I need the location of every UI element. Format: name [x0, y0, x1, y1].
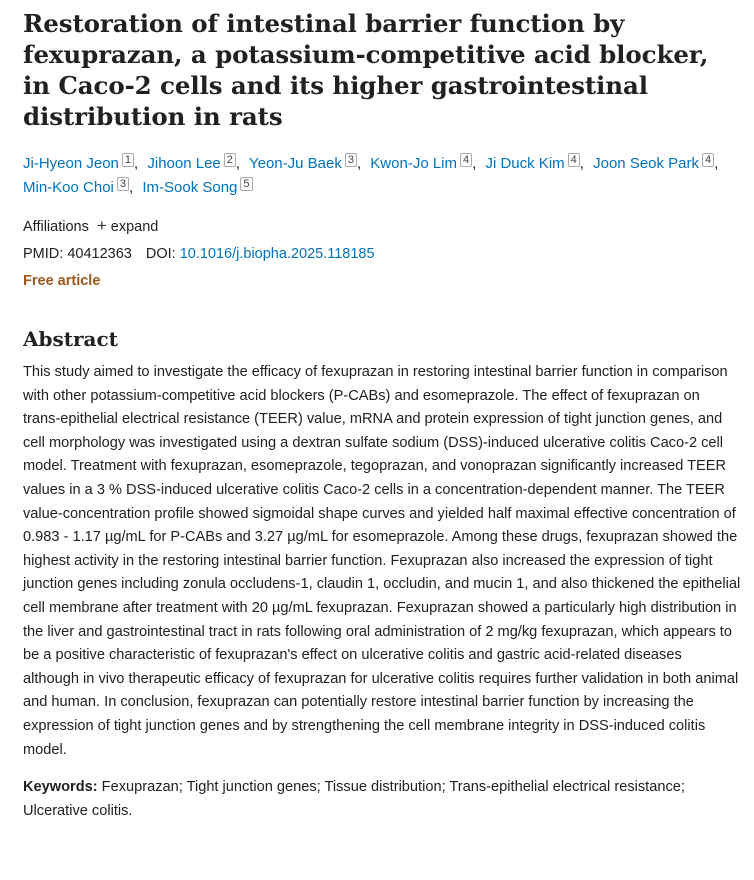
author-item	[593, 155, 714, 172]
author-link[interactable]: Im-Sook Song	[142, 179, 238, 196]
pmid-value: 40412363	[67, 246, 132, 262]
author-list: Ji-Hyeon Jeon $^1$ , Jihoon Lee $^2$ , Yeon-Ju Baek $^3$ , Kwon-Jo Lim $^4$ , Ji Duck Kim $^4$ , Joon Seok Park $^4$ , Min-Koo Choi $^3$ , Im-Sook Song $^5$	[23, 154, 719, 196]
pmid-label: PMID:	[23, 246, 64, 262]
author-item	[485, 155, 579, 172]
affiliation-number[interactable]: 4	[568, 153, 580, 167]
affiliations-label: Affiliations	[23, 219, 89, 235]
author-item	[142, 179, 252, 196]
author-link[interactable]: Ji-Hyeon Jeon	[23, 155, 119, 172]
affiliation-number[interactable]: 3	[117, 177, 129, 191]
affiliation-number[interactable]: 4	[460, 153, 472, 167]
author-link[interactable]: Jihoon Lee	[147, 155, 221, 172]
author-link[interactable]: Ji Duck Kim	[485, 155, 565, 172]
expand-button[interactable]: expand	[110, 219, 159, 235]
plus-icon[interactable]: +	[96, 216, 107, 235]
abstract-heading: Abstract	[23, 327, 118, 351]
affiliations-row	[23, 212, 740, 241]
author-item	[23, 155, 134, 172]
affiliation-number[interactable]: 1	[122, 153, 134, 167]
affiliation-number[interactable]: 4	[702, 153, 714, 167]
keywords-label: Keywords:	[23, 779, 98, 796]
keywords	[23, 776, 741, 823]
identifiers-row	[23, 241, 740, 268]
affiliation-number[interactable]: 2	[224, 153, 236, 167]
keywords-list: Fexuprazan; Tight junction genes; Tissue distribution; Trans-epithelial electrical resistance; Ulcerative colitis.	[23, 779, 685, 819]
author-link[interactable]: Min-Koo Choi	[23, 179, 114, 196]
author-link[interactable]: Yeon-Ju Baek	[248, 155, 342, 172]
author-item	[249, 155, 357, 172]
author-item	[370, 155, 472, 172]
author-link[interactable]: Kwon-Jo Lim	[370, 155, 457, 172]
article-title: Restoration of intestinal barrier function by fexuprazan, a potassium-competitive acid blocker, in Caco-2 cells and its higher gastrointestinal distribution in rats	[23, 9, 709, 131]
doi-label: DOI:	[145, 246, 176, 262]
author-item	[23, 179, 129, 196]
doi-link[interactable]: 10.1016/j.biopha.2025.118185	[179, 246, 375, 262]
affiliation-number[interactable]: 3	[345, 153, 357, 167]
free-article-badge: Free article	[23, 273, 101, 289]
affiliation-number[interactable]: 5	[240, 177, 252, 191]
author-item	[147, 155, 236, 172]
author-link[interactable]: Joon Seok Park	[593, 155, 700, 172]
abstract-text: This study aimed to investigate the efficacy of fexuprazan in restoring intestinal barrier function in comparison with other potassium-competitive acid blockers (P-CABs) and esomeprazole. The effect of fexuprazan on trans-epithelial electrical resistance (TEER) value, mRNA and protein expression of tight junction genes, and cell morphology was investigated using a dextran sulfate sodium (DSS)-induced ulcerative colitis Caco-2 cell model. Treatment with fexuprazan, esomeprazole, tegoprazan, and vonoprazan significantly increased TEER values in a 3 % DSS-induced ulcerative colitis Caco-2 cells in a concentration-dependent manner. The TEER value-concentration profile showed sigmoidal shape curves and yielded half maximal effective concentration of 0.983 - 1.17 µg/mL for P-CABs and 3.27 µg/mL for esomeprazole. Among these drugs, fexuprazan showed the highest activity in the restoring intestinal barrier function. Fexuprazan also increased the expression of tight junction genes including zonula occludens-1, claudin 1, occludin, and mucin 1, and also thickened the epithelial cell membrane after treatment with 20 µg/mL fexuprazan. Fexuprazan showed a particularly high distribution in the liver and gastrointestinal tract in rats following oral administration of 2 mg/kg fexuprazan, which appears to be a positive characteristic of fexuprazan's effect on ulcerative colitis and gastric acid-related diseases although in vivo therapeutic efficacy of fexuprazan for ulcerative colitis requires further validation in both animal and human. In conclusion, fexuprazan can potentially restore intestinal barrier function by increasing the expression of tight junction genes and by strengthening the cell membrane integrity in DSS-induced colitis model.	[23, 364, 741, 758]
